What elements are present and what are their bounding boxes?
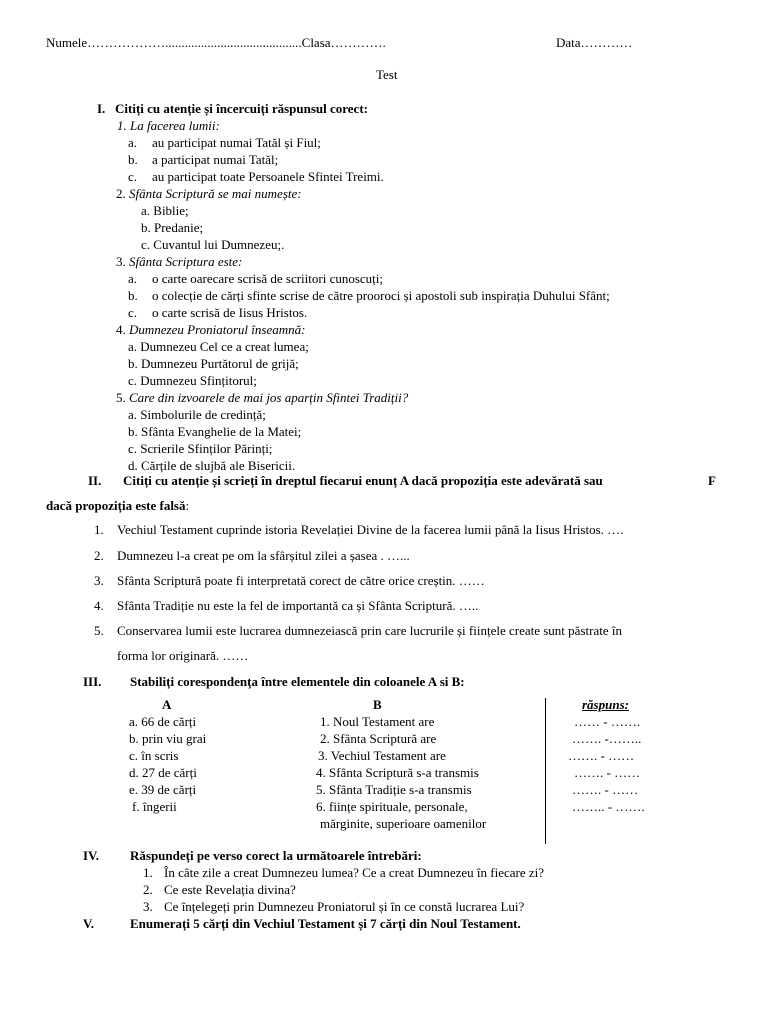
section2-heading-line2-bold: dacă propoziția este falsă (46, 498, 186, 513)
name-class-field: Numele………………..........................................Clasa…………. (46, 35, 386, 50)
q5-opt-c: c. Scrierile Sfinților Părinți; (128, 441, 273, 456)
q5-title: Care din izvoarele de mai jos aparțin Sfintei Tradiții? (129, 390, 409, 405)
tf-item-4-number: 4. (94, 598, 104, 613)
answer-header: răspuns: (582, 697, 629, 712)
tf-item-1-number: 1. (94, 522, 104, 537)
q5-opt-b: b. Sfânta Evanghelie de la Matei; (128, 424, 302, 439)
q4-title: Dumnezeu Proniatorul înseamnă: (129, 322, 306, 337)
q3-opt-c: o carte scrisă de Iisus Hristos. (152, 305, 308, 320)
col-a-item-d: d. 27 de cărți (129, 765, 197, 780)
q2-opt-b: b. Predanie; (141, 220, 204, 235)
col-b-item-6: 6. ființe spirituale, personale, (316, 799, 468, 814)
q2-opt-c: c. Cuvantul lui Dumnezeu;. (141, 237, 285, 252)
tf-item-2: Dumnezeu l-a creat pe om la sfârșitul zilei a șasea . …... (117, 548, 410, 563)
answer-blank-4: ……. - …… (574, 765, 641, 780)
q3-number: 3. (116, 254, 126, 269)
tf-item-5: Conservarea lumii este lucrarea dumnezeiască prin care lucrurile și ființele create sunt păstrate în (117, 623, 622, 638)
q5-opt-a: a. Simbolurile de credință; (128, 407, 266, 422)
col-b-item-6-cont: mărginite, superioare oamenilor (320, 816, 487, 831)
q-item-2-number: 2. (143, 882, 153, 897)
col-b-item-2: 2. Sfânta Scriptură are (320, 731, 437, 746)
answer-blank-6: …….. - ……. (572, 799, 645, 814)
q5-number: 5. (116, 390, 126, 405)
tf-item-3-number: 3. (94, 573, 104, 588)
col-a-item-b: b. prin viu grai (129, 731, 207, 746)
q3-opt-b: o colecție de cărți sfinte scrise de către prooroci și apostoli sub inspirația Duhului Sfânt; (152, 288, 610, 303)
col-b-item-3: 3. Vechiul Testament are (318, 748, 446, 763)
section2-heading-f: F (708, 473, 716, 488)
section2-number: II. (88, 473, 102, 488)
page-title: Test (376, 67, 398, 82)
section1-number: I. (97, 101, 106, 116)
section4-heading: Răspundeți pe verso corect la următoarele întrebări: (130, 848, 422, 863)
answer-blank-3: ……. - …… (568, 748, 635, 763)
col-b-item-4: 4. Sfânta Scriptură s-a transmis (316, 765, 479, 780)
q-item-1-number: 1. (143, 865, 153, 880)
answer-blank-1: …… - ……. (574, 714, 641, 729)
section1-heading: Citiți cu atenție și încercuiți răspunsul corect: (115, 101, 368, 116)
section4-number: IV. (83, 848, 100, 863)
tf-item-5-number: 5. (94, 623, 104, 638)
q-item-1: În câte zile a creat Dumnezeu lumea? Ce a creat Dumnezeu în fiecare zi? (164, 865, 545, 880)
tf-item-1: Vechiul Testament cuprinde istoria Revelației Divine de la facerea lumii până la Iisus Hristos. …. (117, 522, 624, 537)
answer-blank-5: ……. - …… (572, 782, 639, 797)
section2-heading: Citiți cu atenție și scrieți în dreptul fiecarui enunț A dacă propoziția este adevărată sau (123, 473, 603, 488)
q4-opt-b: b. Dumnezeu Purtătorul de grijă; (128, 356, 299, 371)
q2-title: Sfânta Scriptură se mai numește: (129, 186, 302, 201)
tf-item-5-cont: forma lor originară. …… (117, 648, 249, 663)
q2-number: 2. (116, 186, 126, 201)
q-item-3-number: 3. (143, 899, 153, 914)
q3-opt-a-mark: a. (128, 271, 138, 286)
col-a-header: A (162, 697, 172, 712)
answer-blank-2: ……. -…….. (572, 731, 642, 746)
col-b-item-5: 5. Sfânta Tradiție s-a transmis (316, 782, 472, 797)
section3-heading: Stabiliți corespondența între elementele din coloanele A si B: (130, 674, 465, 689)
q1-opt-b: a participat numai Tatăl; (152, 152, 279, 167)
q1-opt-c-mark: c. (128, 169, 138, 184)
q1-opt-c: au participat toate Persoanele Sfintei Treimi. (152, 169, 384, 184)
q4-number: 4. (116, 322, 126, 337)
date-field: Data………… (556, 35, 633, 50)
tf-item-3: Sfânta Scriptură poate fi interpretată corect de către orice creștin. …… (117, 573, 485, 588)
column-divider (545, 698, 546, 844)
q5-opt-d: d. Cărțile de slujbă ale Bisericii. (128, 458, 296, 473)
col-b-item-1: 1. Noul Testament are (320, 714, 435, 729)
q-item-3: Ce înțelegeți prin Dumnezeu Proniatorul și în ce constă lucrarea Lui? (164, 899, 525, 914)
section3-number: III. (83, 674, 102, 689)
q1-title: 1. La facerea lumii: (117, 118, 220, 133)
q2-opt-a: a. Biblie; (141, 203, 189, 218)
q1-opt-b-mark: b. (128, 152, 138, 167)
q1-opt-a: au participat numai Tatăl și Fiul; (152, 135, 321, 150)
section2-heading-line2 (46, 498, 189, 513)
tf-item-4: Sfânta Tradiție nu este la fel de importantă ca și Sfânta Scriptură. ….. (117, 598, 479, 613)
col-a-item-e: e. 39 de cărți (129, 782, 197, 797)
q3-opt-a: o carte oarecare scrisă de scriitori cunoscuți; (152, 271, 383, 286)
q3-opt-c-mark: c. (128, 305, 138, 320)
section2-heading-line2-end: : (185, 498, 190, 513)
q1-opt-a-mark: a. (128, 135, 138, 150)
col-b-header: B (373, 697, 382, 712)
q4-opt-a: a. Dumnezeu Cel ce a creat lumea; (128, 339, 309, 354)
q3-title: Sfânta Scriptura este: (129, 254, 243, 269)
q4-opt-c: c. Dumnezeu Sfințitorul; (128, 373, 257, 388)
col-a-item-a: a. 66 de cărți (129, 714, 197, 729)
section5-heading: Enumerați 5 cărți din Vechiul Testament și 7 cărți din Noul Testament. (130, 916, 521, 931)
col-a-item-c: c. în scris (129, 748, 179, 763)
q3-opt-b-mark: b. (128, 288, 138, 303)
q-item-2: Ce este Revelația divina? (164, 882, 296, 897)
section5-number: V. (83, 916, 94, 931)
col-a-item-f: f. îngerii (132, 799, 177, 814)
tf-item-2-number: 2. (94, 548, 104, 563)
